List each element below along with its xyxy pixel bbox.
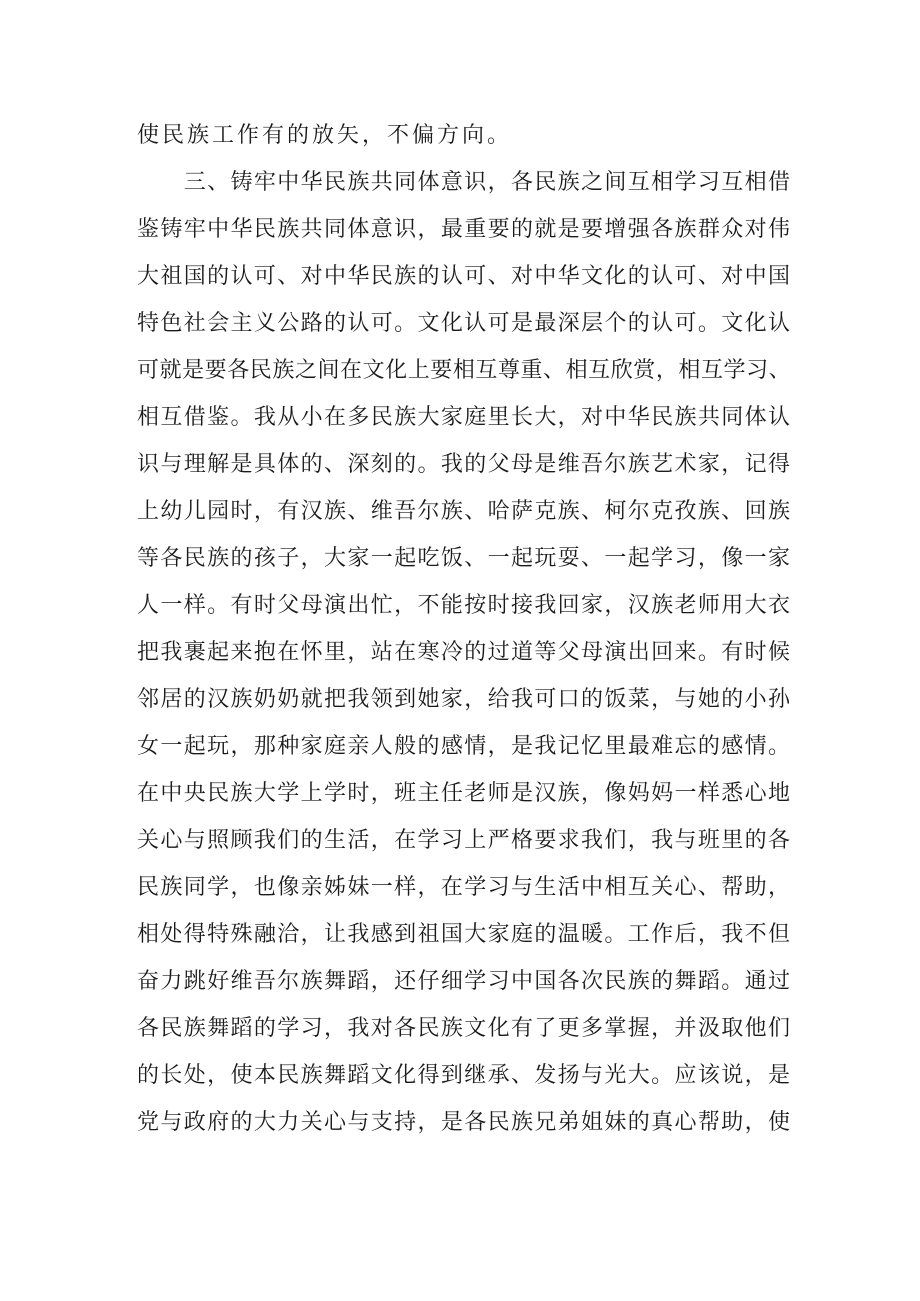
body-text — [137, 112, 797, 1146]
text-line: 鉴铸牢中华民族共同体意识，最重要的就是要增强各族群众对伟 — [137, 217, 792, 242]
text-line: 关心与照顾我们的生活，在学习上严格要求我们，我与班里的各 — [137, 828, 792, 853]
text-line: 奋力跳好维吾尔族舞蹈，还仔细学习中国各次民族的舞蹈。通过 — [137, 969, 792, 994]
text-line: 大祖国的认可、对中华民族的认可、对中华文化的认可、对中国 — [137, 264, 792, 289]
text-line: 的长处，使本民族舞蹈文化得到继承、发扬与光大。应该说，是 — [137, 1063, 792, 1088]
text-line: 女一起玩，那种家庭亲人般的感情，是我记忆里最难忘的感情。 — [137, 734, 792, 759]
text-line: 民族同学，也像亲姊妹一样，在学习与生活中相互关心、帮助， — [137, 875, 792, 900]
text-line: 识与理解是具体的、深刻的。我的父母是维吾尔族艺术家，记得 — [137, 452, 792, 477]
text-line: 在中央民族大学上学时，班主任老师是汉族，像妈妈一样悉心地 — [137, 781, 792, 806]
text-line: 可就是要各民族之间在文化上要相互尊重、相互欣赏，相互学习、 — [137, 358, 792, 383]
text-line: 上幼儿园时，有汉族、维吾尔族、哈萨克族、柯尔克孜族、回族 — [137, 499, 792, 524]
text-line: 特色社会主义公路的认可。文化认可是最深层个的认可。文化认 — [137, 311, 792, 336]
text-line: 邻居的汉族奶奶就把我领到她家，给我可口的饭菜，与她的小孙 — [137, 687, 792, 712]
text-line: 党与政府的大力关心与支持，是各民族兄弟姐妹的真心帮助，使 — [137, 1110, 792, 1135]
text-line: 使民族工作有的放矢，不偏方向。 — [137, 123, 513, 148]
text-line: 人一样。有时父母演出忙，不能按时接我回家，汉族老师用大衣 — [137, 593, 792, 618]
text-line: 相处得特殊融洽，让我感到祖国大家庭的温暖。工作后，我不但 — [137, 922, 792, 947]
text-line: 三、铸牢中华民族共同体意识，各民族之间互相学习互相借 — [137, 170, 792, 195]
text-line: 把我裹起来抱在怀里，站在寒冷的过道等父母演出回来。有时候 — [137, 640, 792, 665]
text-line: 相互借鉴。我从小在多民族大家庭里长大，对中华民族共同体认 — [137, 405, 792, 430]
text-line: 各民族舞蹈的学习，我对各民族文化有了更多掌握，并汲取他们 — [137, 1016, 792, 1041]
text-line: 等各民族的孩子，大家一起吃饭、一起玩耍、一起学习，像一家 — [137, 546, 792, 571]
